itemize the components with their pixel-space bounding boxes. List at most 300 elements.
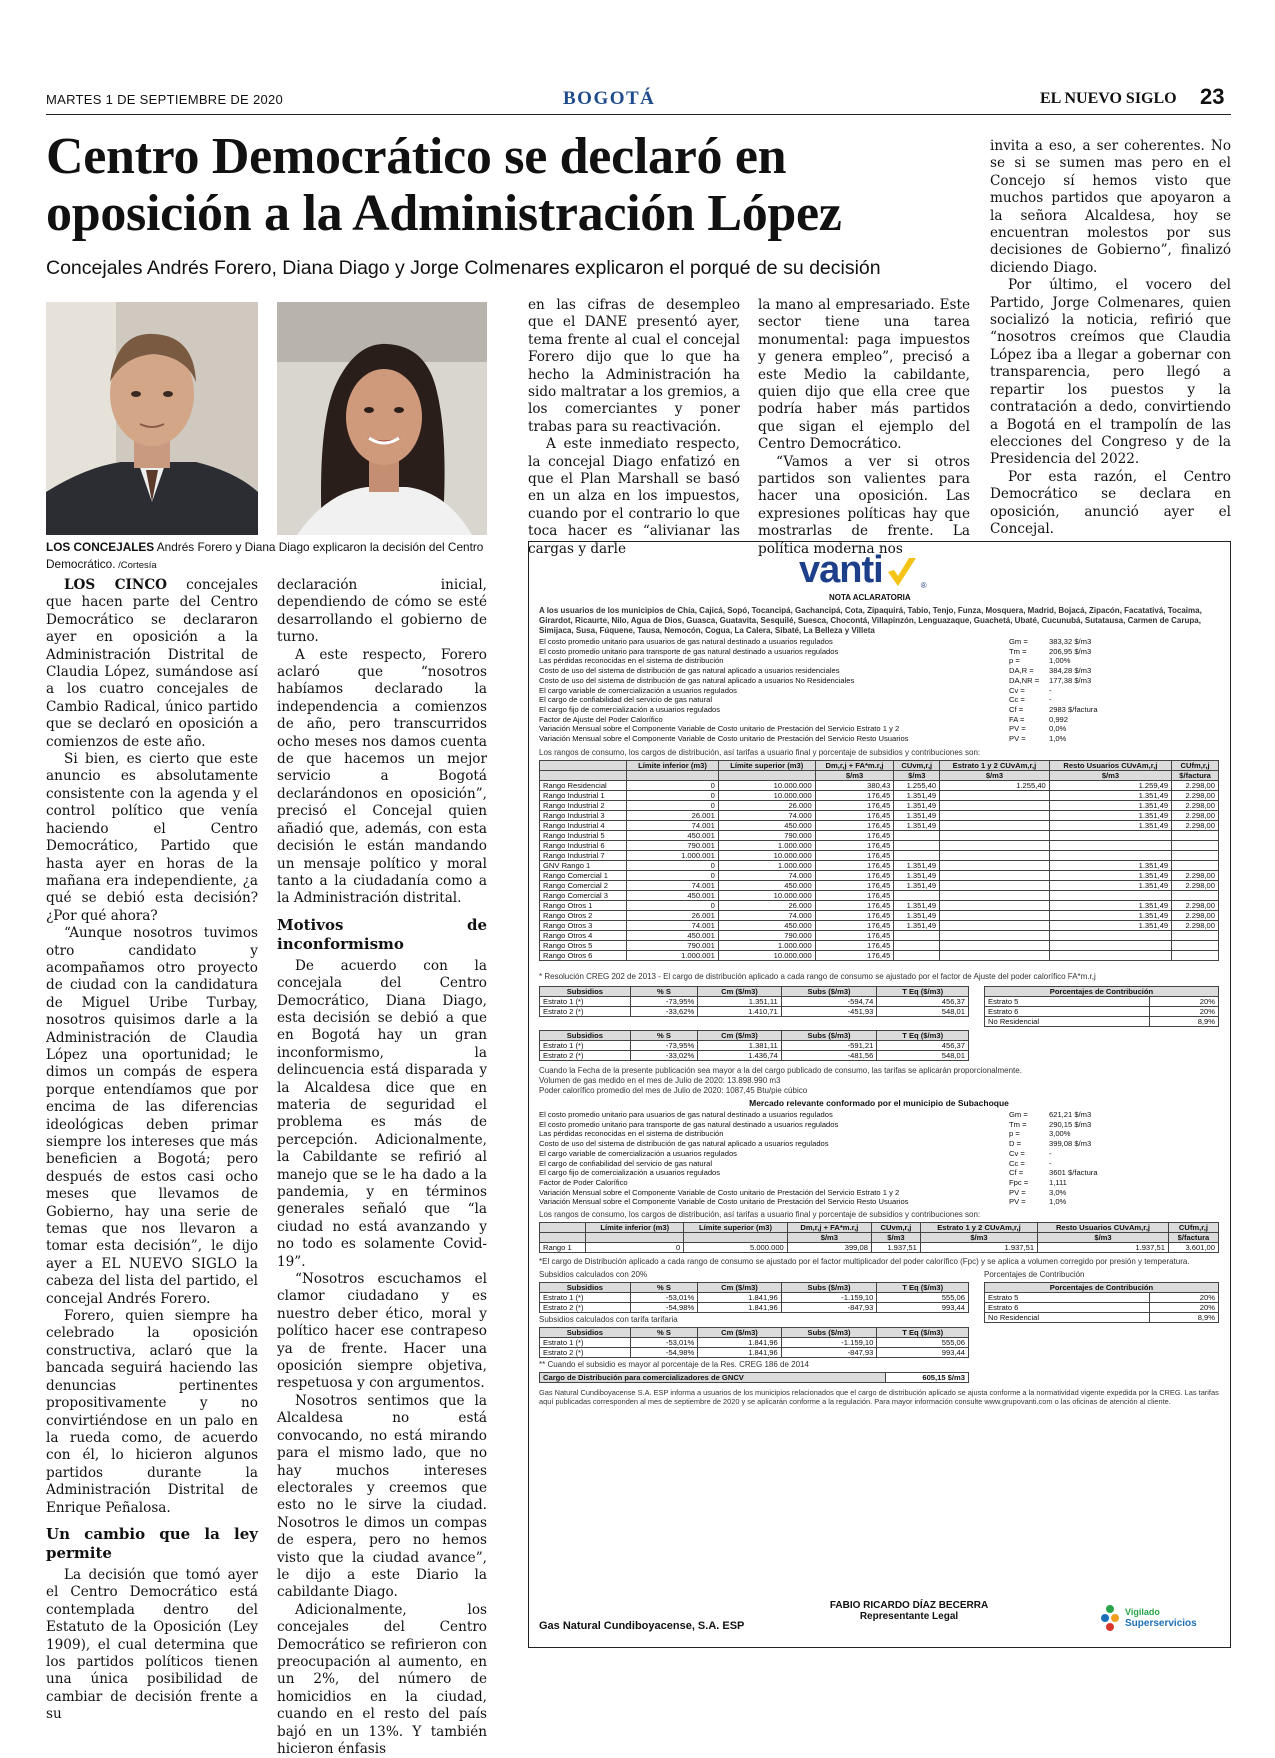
table-cell: Cm ($/m3) — [698, 1328, 782, 1338]
table-cell — [940, 911, 1050, 921]
table-row — [985, 1017, 1219, 1027]
article-paragraph — [277, 577, 487, 647]
table-cell — [1172, 831, 1219, 841]
table-cell: 26.000 — [718, 901, 815, 911]
parameter-row — [539, 676, 1219, 686]
table-cell — [684, 1233, 788, 1243]
table-cell: Rango Otros 6 — [540, 951, 627, 961]
table-cell: Estrato 1 y 2 CUvAm,r,j — [920, 1223, 1037, 1233]
table-cell: 1.351,49 — [894, 861, 940, 871]
table-cell — [894, 931, 940, 941]
article-paragraph — [277, 1271, 487, 1393]
table-row — [540, 791, 1219, 801]
table-cell: 176,45 — [815, 811, 894, 821]
table-cell — [940, 931, 1050, 941]
table-row — [540, 811, 1219, 821]
table-cell — [894, 891, 940, 901]
table-cell — [718, 771, 815, 781]
parameter-value: 290,15 $/m3 — [1049, 1119, 1092, 1129]
table-cell: 456,37 — [877, 1041, 969, 1051]
table-cell: 10.000.000 — [718, 951, 815, 961]
parameter-symbol: p = — [1009, 656, 1020, 666]
table-cell: Rango Industrial 3 — [540, 811, 627, 821]
table-cell: 2.298,00 — [1172, 921, 1219, 931]
table-cell: $/m3 — [1049, 771, 1171, 781]
table-cell: 176,45 — [815, 921, 894, 931]
parameter-value: 3601 $/factura — [1049, 1168, 1098, 1178]
table-cell — [940, 791, 1050, 801]
parameter-value: - — [1049, 1148, 1052, 1158]
table-row — [540, 891, 1219, 901]
table-cell: 450.001 — [627, 931, 719, 941]
paragraph-text: Adicionalmente, los concejales del Centro Democrático se refirieron con preocupación al aumento, en un 2%, del número de homicidios en la ciudad, cuando en el resto del país bajó en un 13%. Y también hicieron énfasis — [277, 1601, 487, 1757]
table-cell: 1.255,40 — [894, 781, 940, 791]
table-cell — [1172, 931, 1219, 941]
table-cell: Límite superior (m3) — [718, 761, 815, 771]
table-cell: -591,21 — [781, 1041, 877, 1051]
paragraph-text: A este inmediato respecto, la concejal Diago enfatizó en que el Plan Marshall se basó en un alza en los impuestos, cuando por el contrario lo que toca hacer es “alivianar las cargas y darle — [528, 436, 740, 557]
parameter-description: Factor de Poder Calorífico — [539, 1177, 628, 1187]
parameter-value: 1,0% — [1049, 1197, 1067, 1207]
article-paragraph — [46, 1567, 258, 1724]
caption-lead: LOS CONCEJALES — [46, 540, 155, 554]
table-cell: 450.001 — [627, 891, 719, 901]
table-cell: 0 — [627, 781, 719, 791]
table-cell: 176,45 — [815, 951, 894, 961]
table-cell: % S — [630, 1283, 697, 1293]
table-cell: 1.937,51 — [920, 1243, 1037, 1253]
company-name: Gas Natural Cundiboyacense, S.A. ESP — [539, 1620, 745, 1632]
article-paragraph — [528, 297, 740, 436]
parameter-symbol: Cv = — [1009, 1148, 1025, 1158]
article-paragraph — [277, 647, 487, 908]
table-cell: 0 — [586, 1243, 684, 1253]
table-row — [540, 1283, 969, 1293]
table-cell: 450.000 — [718, 821, 815, 831]
parameter-row — [539, 715, 1219, 725]
article-paragraph — [46, 925, 258, 1308]
table-cell — [940, 901, 1050, 911]
parameter-description: Las pérdidas reconocidas en el sistema de distribución — [539, 1129, 724, 1139]
superservicios-logo — [1099, 1604, 1197, 1632]
table-row — [540, 831, 1219, 841]
table-cell — [940, 821, 1050, 831]
parameter-row — [539, 724, 1219, 734]
table-cell: Subsidios — [540, 1031, 631, 1041]
table-cell: 1.000.000 — [718, 841, 815, 851]
table-cell: $/factura — [1168, 1233, 1218, 1243]
table-cell — [540, 1223, 586, 1233]
subsidies-label-3: Subsidios calculados con tarifa tarifaria — [539, 1315, 678, 1324]
table-cell: Rango 1 — [540, 1243, 586, 1253]
table-cell — [540, 771, 627, 781]
parameter-symbol: p = — [1009, 1129, 1020, 1139]
table-cell: Estrato 2 (*) — [540, 1348, 631, 1358]
table-cell: 2.298,00 — [1172, 881, 1219, 891]
parameter-row — [539, 647, 1219, 657]
table-cell: Rango Otros 2 — [540, 911, 627, 921]
table-cell: 0 — [627, 801, 719, 811]
table-cell: Estrato 1 (*) — [540, 997, 631, 1007]
table-cell: 20% — [1149, 1293, 1218, 1303]
vanti-logo: vanti ® — [799, 549, 927, 591]
table-cell: 176,45 — [815, 861, 894, 871]
table-cell: $/m3 — [871, 1233, 920, 1243]
table-cell: 790.000 — [718, 931, 815, 941]
table-cell: 176,45 — [815, 851, 894, 861]
table-cell: 2.298,00 — [1172, 791, 1219, 801]
table-cell: 555,06 — [877, 1293, 969, 1303]
table-cell: 450.001 — [627, 831, 719, 841]
table-cell: 1.351,49 — [894, 801, 940, 811]
parameter-row — [539, 656, 1219, 666]
parameter-value: 384,28 $/m3 — [1049, 666, 1092, 676]
parameter-description: El cargo fijo de comercialización a usuarios regulados — [539, 704, 721, 714]
table-cell: $/factura — [1172, 771, 1219, 781]
contribution-table-1 — [984, 986, 1219, 1027]
parameter-value: 0,0% — [1049, 724, 1067, 734]
table-cell: 1.436,74 — [698, 1051, 782, 1061]
header-rule — [46, 114, 1231, 115]
table-cell: Rango Otros 4 — [540, 931, 627, 941]
table-row — [540, 1328, 969, 1338]
table-cell — [940, 871, 1050, 881]
signer-role: Representante Legal — [859, 1611, 959, 1622]
table-row — [540, 1303, 969, 1313]
table-row — [540, 1007, 969, 1017]
article-column-3 — [528, 297, 740, 557]
table-cell: -73,95% — [630, 1041, 697, 1051]
table-cell: Rango Industrial 6 — [540, 841, 627, 851]
table-cell: 1.351,49 — [894, 921, 940, 931]
table-cell: 2.298,00 — [1172, 801, 1219, 811]
table-cell: Rango Comercial 1 — [540, 871, 627, 881]
table-cell — [1172, 941, 1219, 951]
table-cell — [894, 851, 940, 861]
vigilado-label: Vigilado — [1125, 1607, 1160, 1617]
subsidies-table-3 — [539, 1282, 969, 1313]
table-cell — [540, 761, 627, 771]
table-cell: 1.259,49 — [1049, 781, 1171, 791]
subsidies-table-4 — [539, 1327, 969, 1358]
table-cell: Subs ($/m3) — [781, 987, 877, 997]
table-cell — [894, 951, 940, 961]
table-row — [540, 1233, 1219, 1243]
table-cell: 26.001 — [627, 911, 719, 921]
parameter-value: 1,00% — [1049, 656, 1071, 666]
table-cell — [894, 941, 940, 951]
table-cell — [940, 941, 1050, 951]
table-cell: 176,45 — [815, 941, 894, 951]
table-cell: 1.841,96 — [698, 1303, 782, 1313]
table-cell — [940, 891, 1050, 901]
parameter-value: 0,992 — [1049, 714, 1069, 724]
parameter-symbol: Gm = — [1009, 1110, 1028, 1119]
table-cell: 176,45 — [815, 791, 894, 801]
table-cell: 74.000 — [718, 871, 815, 881]
vanti-legal-notice — [528, 541, 1231, 1648]
table-cell: -1.159,10 — [781, 1338, 877, 1348]
parameters-list-2 — [539, 1110, 1219, 1207]
notice-subtitle: NOTA ACLARATORIA — [829, 593, 911, 602]
table-row — [540, 901, 1219, 911]
paragraph-text: la mano al empresariado. Este sector tiene una tarea monumental: paga impuestos y genera empleo”, precisó a este Medio la cabildante, quien dijo que ella cree que podría haber más partidos que sigan el ejemplo del Centro Democrático. — [758, 297, 970, 453]
table-cell: 450.000 — [718, 881, 815, 891]
table-cell: 10.000.000 — [718, 791, 815, 801]
parameter-description: Variación Mensual sobre el Componente Variable de Costo unitario de Prestación del Servicio Resto Usuarios — [539, 1197, 909, 1207]
table-row — [540, 771, 1219, 781]
table-cell: Estrato 6 — [985, 1303, 1150, 1313]
table-cell: Dm,r,j + FA*m.r,j — [787, 1223, 871, 1233]
table-cell: Estrato 2 (*) — [540, 1051, 631, 1061]
table-cell: Estrato 1 y 2 CUvAm,r,j — [940, 761, 1050, 771]
table-cell: -481,56 — [781, 1051, 877, 1061]
table-row — [540, 1348, 969, 1358]
article-paragraph — [528, 436, 740, 558]
table-cell: 8,9% — [1149, 1017, 1218, 1027]
table-cell — [940, 801, 1050, 811]
article-paragraph — [46, 577, 258, 751]
parameter-description: El cargo de confiabilidad del servicio de gas natural — [539, 1158, 713, 1168]
parameter-row — [539, 1110, 1219, 1120]
subsidies-label-2: Subsidios calculados con 20% — [539, 1270, 648, 1279]
table-cell: Estrato 1 (*) — [540, 1041, 631, 1051]
notice-intro: A los usuarios de los municipios de Chía, Cajicá, Sopó, Tocancipá, Gachancipá, Cota, Zipaquirá, Tabio, Tenjo, Funza, Mosquera, Madrid, Bojacá, Zipacón, Facatativá, Tocaima, Girardot, Ricaurte, Nilo, Agua de Dios, Guasca, Guatavita, Sesquilé, Suesca, Chocontá, Villapinzón, Lenguazaque, Guachetá, Ubaté, Cucunubá, Sutatausa, Carmen de Carupa, Simijaca, Susa, Fúquene, Tausa, Nemocón, Cogua, La Calera, Sibaté, La Belleza y Villeta — [539, 606, 1202, 635]
table-cell: Estrato 6 — [985, 1007, 1150, 1017]
table-cell: Subs ($/m3) — [781, 1283, 877, 1293]
table-cell: 1.841,96 — [698, 1293, 782, 1303]
parameter-symbol: Cf = — [1009, 1168, 1024, 1178]
paragraph-text: invita a eso, a ser coherentes. No se si se sumen mas pero en el Concejo sí hemos visto que muchos partidos que apoyaron a la señora Alcaldesa, hoy se encuentran molestos por sus decisiones de Gobierno”, finalizó diciendo Diago. — [990, 138, 1231, 276]
paragraph-text: concejales que hacen parte del Centro Democrático se declararon ayer en oposición a la Administración Distrital de Claudia López, sumándose así a los cuatro concejales de Cambio Radical, único partido que se declaró en oposición a comienzos de este año. — [46, 577, 258, 750]
parameter-row — [539, 734, 1219, 744]
parameter-row — [539, 637, 1219, 647]
parameter-row — [539, 1120, 1219, 1130]
table-cell: Dm,r,j + FA*m.r,j — [815, 761, 894, 771]
table-cell: % S — [630, 1031, 697, 1041]
article-paragraph — [277, 1393, 487, 1602]
superservicios-icon — [1099, 1604, 1121, 1632]
table-cell: T Eq ($/m3) — [877, 1328, 969, 1338]
table-cell: Estrato 2 (*) — [540, 1303, 631, 1313]
table-row — [540, 1031, 969, 1041]
table-cell: 1.841,96 — [698, 1348, 782, 1358]
table-cell: Rango Comercial 3 — [540, 891, 627, 901]
table-cell: T Eq ($/m3) — [877, 987, 969, 997]
table-cell: 1.351,49 — [1049, 871, 1171, 881]
table-cell: Rango Industrial 7 — [540, 851, 627, 861]
table-cell: 3.601,00 — [1168, 1243, 1218, 1253]
parameter-description: El costo promedio unitario para usuarios de gas natural destinado a usuarios regulados — [539, 1110, 833, 1119]
table-cell: Subsidios — [540, 1328, 631, 1338]
table-cell: 2.298,00 — [1172, 781, 1219, 791]
parameter-value: 177,38 $/m3 — [1049, 675, 1092, 685]
table-cell: Rango Industrial 5 — [540, 831, 627, 841]
parameter-symbol: Tm = — [1009, 646, 1027, 656]
parameter-value: 2983 $/factura — [1049, 704, 1098, 714]
parameter-description: Costo de uso del sistema de distribución de gas natural aplicado a usuarios No Residenciales — [539, 675, 855, 685]
table-cell — [940, 921, 1050, 931]
parameter-description: El costo promedio unitario para usuarios de gas natural destinado a usuarios regulados — [539, 637, 833, 646]
parameter-symbol: PV = — [1009, 1197, 1026, 1207]
table-row — [540, 821, 1219, 831]
table2-note: Los rangos de consumo, los cargos de distribución, así tarifas a usuario final y porcentaje de subsidios y contribuciones son: — [539, 1210, 981, 1219]
table-cell: Cm ($/m3) — [698, 987, 782, 997]
table-cell: 0 — [627, 861, 719, 871]
parameter-row — [539, 695, 1219, 705]
table-cell: 176,45 — [815, 901, 894, 911]
table-cell: 20% — [1149, 1007, 1218, 1017]
table-cell: 20% — [1149, 1303, 1218, 1313]
table-cell: 1.351,49 — [1049, 811, 1171, 821]
table-cell: 176,45 — [815, 871, 894, 881]
table-cell: 1.410,71 — [698, 1007, 782, 1017]
table-cell: -451,93 — [781, 1007, 877, 1017]
table-cell: -847,93 — [781, 1303, 877, 1313]
photo-diana-diago — [277, 302, 487, 535]
photo-caption — [46, 539, 486, 574]
article-paragraph — [46, 751, 258, 925]
table-cell: 555,06 — [877, 1338, 969, 1348]
parameter-row — [539, 705, 1219, 715]
table-row — [540, 997, 969, 1007]
table-cell: T Eq ($/m3) — [877, 1283, 969, 1293]
table-cell: Límite inferior (m3) — [586, 1223, 684, 1233]
table-cell: 74.000 — [718, 811, 815, 821]
table-cell: 1.255,40 — [940, 781, 1050, 791]
table-cell: -54,98% — [630, 1348, 697, 1358]
table-cell — [1049, 951, 1171, 961]
table-cell — [940, 861, 1050, 871]
parameter-row — [539, 1178, 1219, 1188]
table-row — [985, 1007, 1219, 1017]
table-cell — [940, 951, 1050, 961]
table-cell: No Residencial — [985, 1017, 1150, 1027]
table-cell: 1.937,51 — [871, 1243, 920, 1253]
caption-text: Andrés Forero y Diana Diago explicaron la decisión del Centro Democrático. — [46, 540, 484, 571]
table-row — [540, 841, 1219, 851]
table-cell: 1.937,51 — [1038, 1243, 1169, 1253]
table-cell: 450.000 — [718, 921, 815, 931]
table-cell: 993,44 — [877, 1348, 969, 1358]
table-cell — [940, 811, 1050, 821]
parameter-value: 621,21 $/m3 — [1049, 1110, 1092, 1119]
table-row — [985, 997, 1219, 1007]
table-cell: Rango Industrial 1 — [540, 791, 627, 801]
table-cell: 10.000.000 — [718, 891, 815, 901]
table-cell — [1049, 891, 1171, 901]
table-cell: 1.351,49 — [1049, 901, 1171, 911]
parameter-symbol: Cc = — [1009, 1158, 1025, 1168]
table-cell: GNV Rango 1 — [540, 861, 627, 871]
table-cell: $/m3 — [894, 771, 940, 781]
table-cell: 1.351,49 — [1049, 881, 1171, 891]
table-cell — [627, 771, 719, 781]
parameter-value: 1,0% — [1049, 734, 1067, 744]
table-cell: Subs ($/m3) — [781, 1031, 877, 1041]
table-cell: 0 — [627, 901, 719, 911]
table-row — [540, 761, 1219, 771]
gnv-value: 605,15 $/m3 — [886, 1373, 969, 1383]
paragraph-text: declaración inicial, dependiendo de cómo se esté desarrollando el gobierno de turno. — [277, 577, 487, 646]
table-row — [540, 921, 1219, 931]
parameter-symbol: PV = — [1009, 724, 1026, 734]
table-row — [540, 951, 1219, 961]
table-row — [985, 987, 1219, 997]
table-cell: 1.351,11 — [698, 997, 782, 1007]
table-cell: 1.351,49 — [1049, 921, 1171, 931]
table-cell: $/m3 — [815, 771, 894, 781]
table-cell: CUfm,r,j — [1172, 761, 1219, 771]
subheading: Motivos de inconformismo — [277, 915, 487, 953]
table-cell — [894, 831, 940, 841]
contribution-label-2: Porcentajes de Contribución — [984, 1270, 1085, 1279]
contribution-table-2 — [984, 1282, 1219, 1323]
paragraph-text: Por esta razón, el Centro Democrático se declara en oposición, anunció ayer el Concejal. — [990, 468, 1231, 537]
parameter-description: Factor de Ajuste del Poder Calorífico — [539, 714, 663, 724]
table1-footnote: * Resolución CREG 202 de 2013 - El cargo de distribución aplicado a cada rango de consumo se ajustado por el factor de Ajuste del poder calorífico FA*m.r,j — [539, 972, 1096, 981]
parameter-description: El cargo variable de comercialización a usuarios regulados — [539, 1148, 737, 1158]
table-cell: 1.381,11 — [698, 1041, 782, 1051]
table-row — [540, 941, 1219, 951]
table-cell — [586, 1233, 684, 1243]
table-cell: 790.001 — [627, 841, 719, 851]
table-cell: Rango Otros 3 — [540, 921, 627, 931]
table-cell: Rango Industrial 2 — [540, 801, 627, 811]
table-cell: Subs ($/m3) — [781, 1328, 877, 1338]
headline: Centro Democrático se declaró en oposición a la Administración López — [46, 128, 842, 242]
parameter-symbol: FA = — [1009, 714, 1025, 724]
table-cell: 0 — [627, 791, 719, 801]
paragraph-text: “Aunque nosotros tuvimos otro candidato y acompañamos otro proyecto de ciudad con la candidatura de Miguel Uribe Turbay, nosotros quisimos darle a la Administración de Claudia López una oportunidad; le dimos un compás de espera porque entendíamos que por encima de las diferencias ideológicas deben primar siempre los intereses que más beneficien a Bogotá; pero después de estos casi ocho meses que llevamos de Gobierno, hay una serie de temas que nos llevaron a tomar esta decisión”, le dijo ayer a EL NUEVO SIGLO la cabeza del lista del partido, el concejal Andrés Forero. — [46, 925, 258, 1307]
table-cell: 74.001 — [627, 921, 719, 931]
parameter-symbol: Cv = — [1009, 685, 1025, 695]
table-row — [540, 987, 969, 997]
parameter-row — [539, 1139, 1219, 1149]
parameter-symbol: Gm = — [1009, 637, 1028, 646]
table-cell: $/m3 — [920, 1233, 1037, 1243]
table-cell: Límite superior (m3) — [684, 1223, 788, 1233]
parameter-value: - — [1049, 685, 1052, 695]
table-cell: Rango Comercial 2 — [540, 881, 627, 891]
parameter-value: 1,111 — [1049, 1177, 1067, 1187]
table-cell: 10.000.000 — [718, 851, 815, 861]
table-cell: 74.001 — [627, 821, 719, 831]
table-cell — [1049, 931, 1171, 941]
table-cell: 1.000.000 — [718, 941, 815, 951]
table-cell: CUvm,r,j — [894, 761, 940, 771]
parameter-symbol: PV = — [1009, 734, 1026, 744]
table-cell: Porcentajes de Contribución — [985, 987, 1219, 997]
parameter-description: Variación Mensual sobre el Componente Variable de Costo unitario de Prestación del Servicio Resto Usuarios — [539, 734, 909, 744]
table-row — [540, 1293, 969, 1303]
market-title: Mercado relevante conformado por el municipio de Subachoque — [749, 1098, 1009, 1108]
table-cell: CUfm,r,j — [1168, 1223, 1218, 1233]
table-cell: -53,01% — [630, 1293, 697, 1303]
table-cell: 26.000 — [718, 801, 815, 811]
table-cell: 548,01 — [877, 1051, 969, 1061]
parameter-row — [539, 686, 1219, 696]
article-column-2 — [277, 577, 487, 1757]
parameters-list-1 — [539, 637, 1219, 744]
parameter-value: 383,32 $/m3 — [1049, 637, 1092, 646]
parameter-description: Las pérdidas reconocidas en el sistema de distribución — [539, 656, 724, 666]
table-cell: % S — [630, 987, 697, 997]
parameter-symbol: PV = — [1009, 1187, 1026, 1197]
parameter-row — [539, 1168, 1219, 1178]
check-icon — [885, 556, 919, 590]
table-cell — [940, 831, 1050, 841]
